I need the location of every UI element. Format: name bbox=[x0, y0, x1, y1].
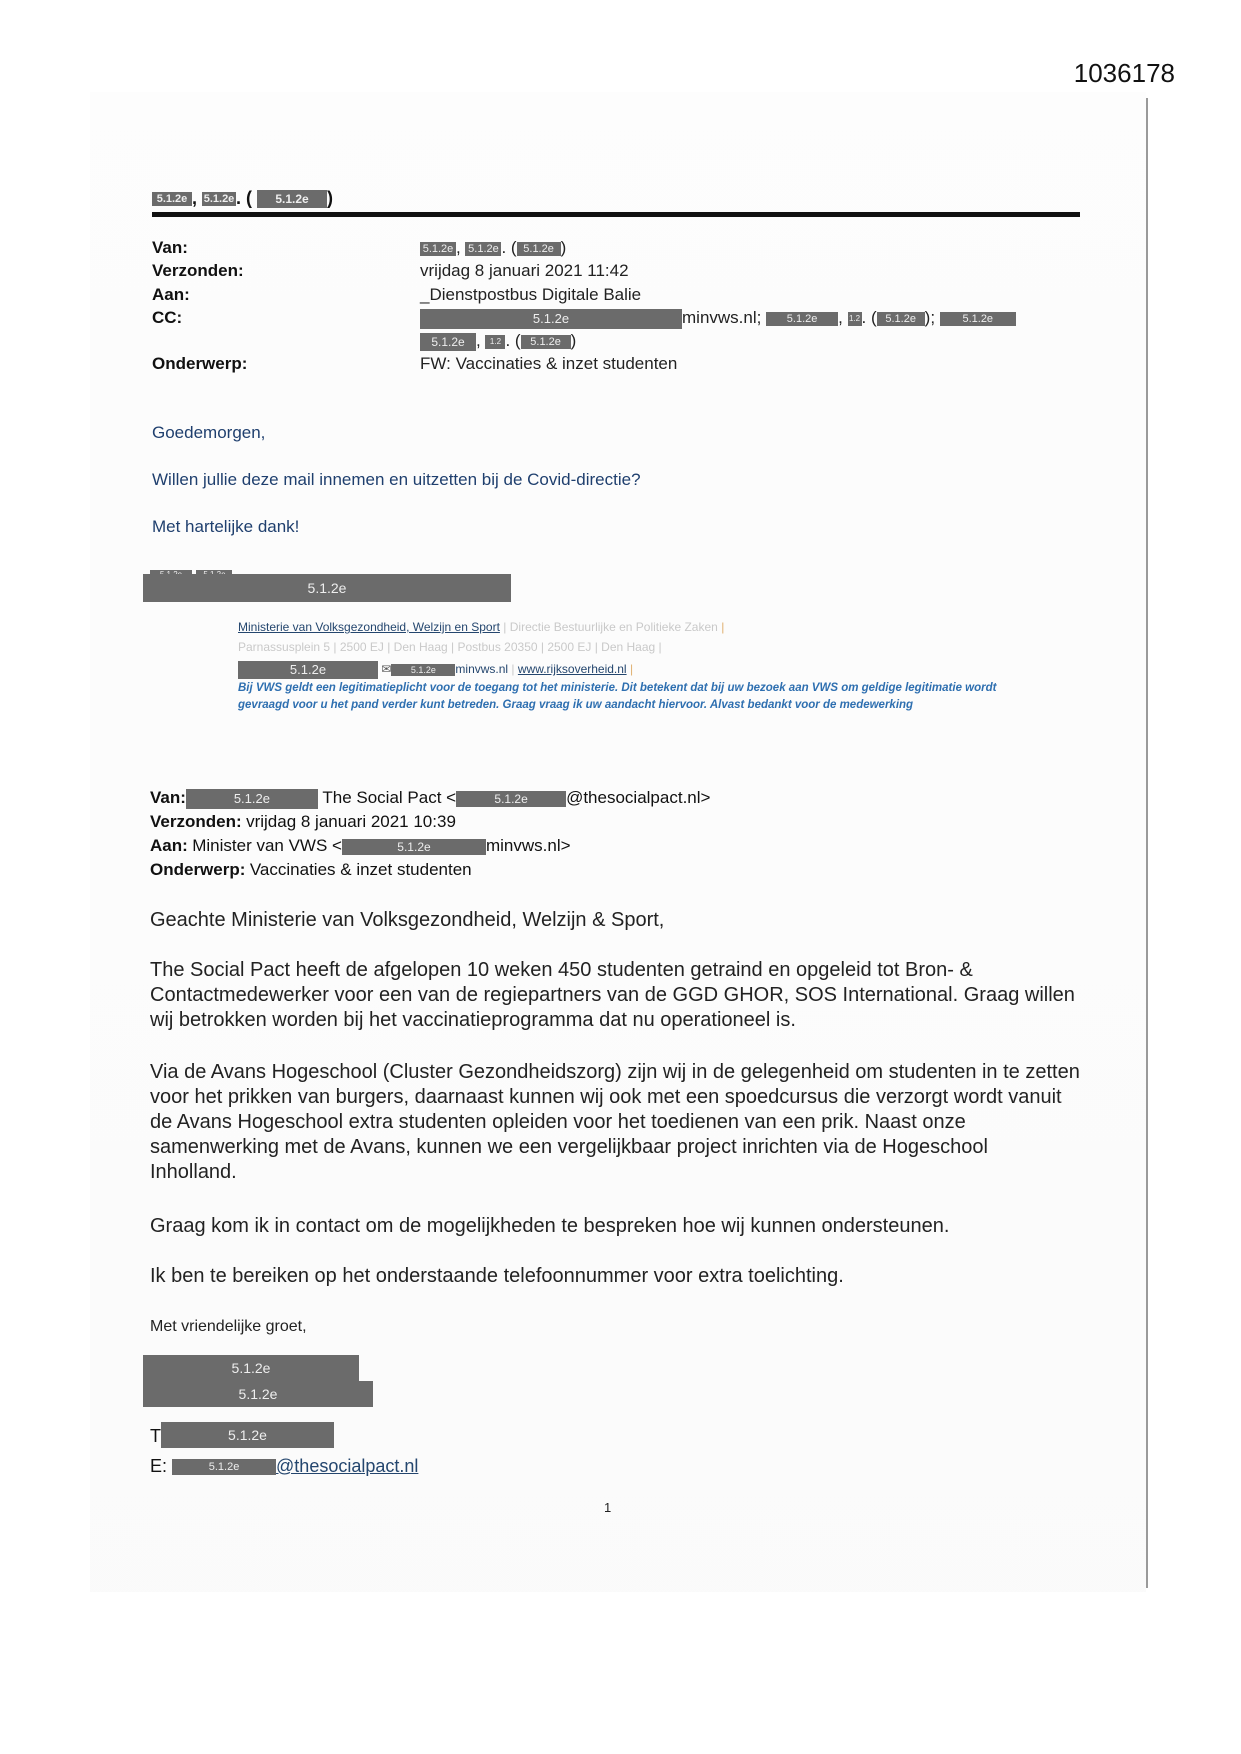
greeting: Goedemorgen, bbox=[152, 423, 266, 442]
redaction: 5.1.2e bbox=[143, 1381, 373, 1407]
paragraph-2: Via de Avans Hogeschool (Cluster Gezondheidszorg) zijn wij in de gelegenheid om studenten in te zetten voor het prikken van burgers, daarnaast kunnen wij ook met een spoedcursus die verzorgt wordt vanuit de Avans Hogeschool extra studenten opleiden voor het toedienen van een prik. Naast onze samenwerking met de Avans, kunnen we een vergelijkbaar project inrichten via de Hogeschool Inholland. bbox=[150, 1061, 1080, 1183]
page-edge bbox=[1146, 98, 1148, 1588]
redaction: 5.1.2e bbox=[420, 242, 456, 256]
redaction: 5.1.2e bbox=[465, 242, 501, 256]
cc-value: 5.1.2e minvws.nl; 5.1.2e , 1.2. ( 5.1.2e ); 5.1.2e bbox=[420, 308, 1016, 329]
fwd-verzonden-row bbox=[150, 812, 456, 832]
redaction: 5.1.2e bbox=[517, 242, 561, 256]
fwd-onderwerp-label: Onderwerp: bbox=[150, 860, 246, 879]
ministry-link[interactable]: Ministerie van Volksgezondheid, Welzijn en Sport bbox=[238, 620, 500, 634]
redaction: 5.1.2e bbox=[766, 312, 838, 326]
verzonden-label: Verzonden: bbox=[152, 261, 244, 280]
fwd-verzonden-value: vrijdag 8 januari 2021 10:39 bbox=[246, 812, 456, 831]
phone-row bbox=[150, 1426, 334, 1448]
salutation: Geachte Ministerie van Volksgezondheid, Welzijn & Sport, bbox=[150, 909, 665, 931]
redaction: 5.1.2e bbox=[143, 574, 511, 602]
redaction: 5.1.2e bbox=[172, 1459, 276, 1475]
directorate: Directie Bestuurlijke en Politieke Zaken bbox=[509, 620, 718, 634]
fwd-van-org: The Social Pact < bbox=[322, 788, 457, 807]
website-link[interactable]: www.rijksoverheid.nl bbox=[517, 662, 627, 677]
request-text: Willen jullie deze mail innemen en uitzetten bij de Covid-directie? bbox=[152, 470, 641, 489]
redaction: 5.1.2e bbox=[391, 664, 455, 676]
signature-ministry-line: Ministerie van Volksgezondheid, Welzijn en Sport | Directie Bestuurlijke en Politieke Zaken | bbox=[238, 620, 725, 634]
envelope-icon: ✉ bbox=[381, 662, 392, 677]
fwd-aan-row bbox=[150, 836, 571, 856]
onderwerp-value: FW: Vaccinaties & inzet studenten bbox=[420, 354, 678, 373]
header-rule bbox=[152, 212, 1080, 217]
paragraph-4: Ik ben te bereiken op het onderstaande telefoonnummer voor extra toelichting. bbox=[150, 1265, 844, 1287]
signature-email-domain: minvws.nl bbox=[455, 662, 509, 677]
fwd-onderwerp-row bbox=[150, 860, 472, 880]
fwd-onderwerp-value: Vaccinaties & inzet studenten bbox=[249, 860, 472, 879]
onderwerp-label: Onderwerp: bbox=[152, 354, 248, 373]
van-label: Van: bbox=[152, 238, 188, 257]
redaction: 5.1.2e bbox=[877, 312, 925, 326]
redacted-signature-name bbox=[143, 574, 511, 602]
aan-value: _Dienstpostbus Digitale Balie bbox=[420, 285, 642, 304]
cc-value-continued: 5.1.2e , 1.2 . ( 5.1.2e ) bbox=[420, 331, 576, 351]
sender-title: 5.1.2e , 5.1.2e. ( 5.1.2e ) bbox=[152, 188, 333, 209]
signature-contact-line: 5.1.2e ✉ 5.1.2e minvws.nl | www.rijksoverheid.nl | bbox=[238, 661, 633, 679]
legitimation-notice-1: Bij VWS geldt een legitimatieplicht voor de toegang tot het ministerie. Dit betekent dat bij uw bezoek aan VWS om geldige legitimatie wordt bbox=[238, 682, 997, 694]
redaction: 5.1.2e bbox=[152, 192, 192, 206]
document-number: 1036178 bbox=[1073, 58, 1175, 88]
email-link[interactable]: @thesocialpact.nl bbox=[276, 1456, 419, 1476]
fwd-aan-domain: minvws.nl> bbox=[485, 836, 571, 855]
redaction: 1.2 bbox=[848, 312, 862, 326]
paragraph-3: Graag kom ik in contact om de mogelijkheden te bespreken hoe wij kunnen ondersteunen. bbox=[150, 1215, 950, 1237]
fwd-aan-label: Aan: bbox=[150, 836, 188, 855]
redaction: 5.1.2e bbox=[203, 193, 235, 206]
redaction: 5.1.2e bbox=[342, 839, 486, 855]
redaction: 5.1.2e bbox=[940, 312, 1016, 326]
redaction: 5.1.2e bbox=[257, 190, 327, 208]
fwd-van-domain: @thesocialpact.nl> bbox=[566, 788, 711, 807]
phone-label: T bbox=[150, 1426, 161, 1446]
verzonden-value: vrijdag 8 januari 2021 11:42 bbox=[420, 261, 629, 280]
fwd-van-row bbox=[150, 788, 710, 809]
page-number: 1 bbox=[604, 1500, 612, 1515]
redaction: 5.1.2e bbox=[420, 309, 682, 329]
redaction: 5.1.2e bbox=[238, 661, 378, 679]
aan-label: Aan: bbox=[152, 285, 190, 304]
legitimation-notice-2: gevraagd voor u het pand verder kunt betreden. Graag vraag ik uw aandacht hiervoor. Alvast bedankt voor de medewerking bbox=[238, 699, 914, 711]
redaction: 5.1.2e bbox=[420, 333, 476, 351]
redaction: 5.1.2e bbox=[521, 335, 571, 349]
fwd-verzonden-label: Verzonden: bbox=[150, 812, 242, 831]
cc-label: CC: bbox=[152, 308, 183, 327]
fwd-aan-value: Minister van VWS < bbox=[192, 836, 342, 855]
van-value: 5.1.2e , 5.1.2e . ( 5.1.2e ) bbox=[420, 238, 566, 258]
signature-address: Parnassusplein 5 | 2500 EJ | Den Haag | Postbus 20350 | 2500 EJ | Den Haag | bbox=[238, 640, 662, 654]
redaction: 5.1.2e bbox=[143, 1355, 359, 1381]
redaction: 1.2 bbox=[485, 335, 505, 349]
thanks-text: Met hartelijke dank! bbox=[152, 517, 300, 536]
cc-domain: minvws.nl; bbox=[682, 308, 762, 327]
fwd-van-label: Van: bbox=[150, 788, 186, 807]
redacted-sender-name bbox=[143, 1355, 373, 1407]
email-row bbox=[150, 1456, 418, 1477]
paragraph-1: The Social Pact heeft de afgelopen 10 weken 450 studenten getraind en opgeleid tot Bron- & Contactmedewerker voor een van de regiepartners van de GGD GHOR, SOS International. Graag willen wij betrokken worden bij het vaccinatieprogramma dat nu operationeel is. bbox=[150, 959, 1075, 1031]
email-label: E: bbox=[150, 1456, 168, 1476]
closing: Met vriendelijke groet, bbox=[150, 1318, 307, 1335]
redaction: 5.1.2e bbox=[161, 1422, 334, 1448]
redaction: 5.1.2e bbox=[186, 789, 318, 809]
redaction: 5.1.2e bbox=[456, 791, 566, 807]
